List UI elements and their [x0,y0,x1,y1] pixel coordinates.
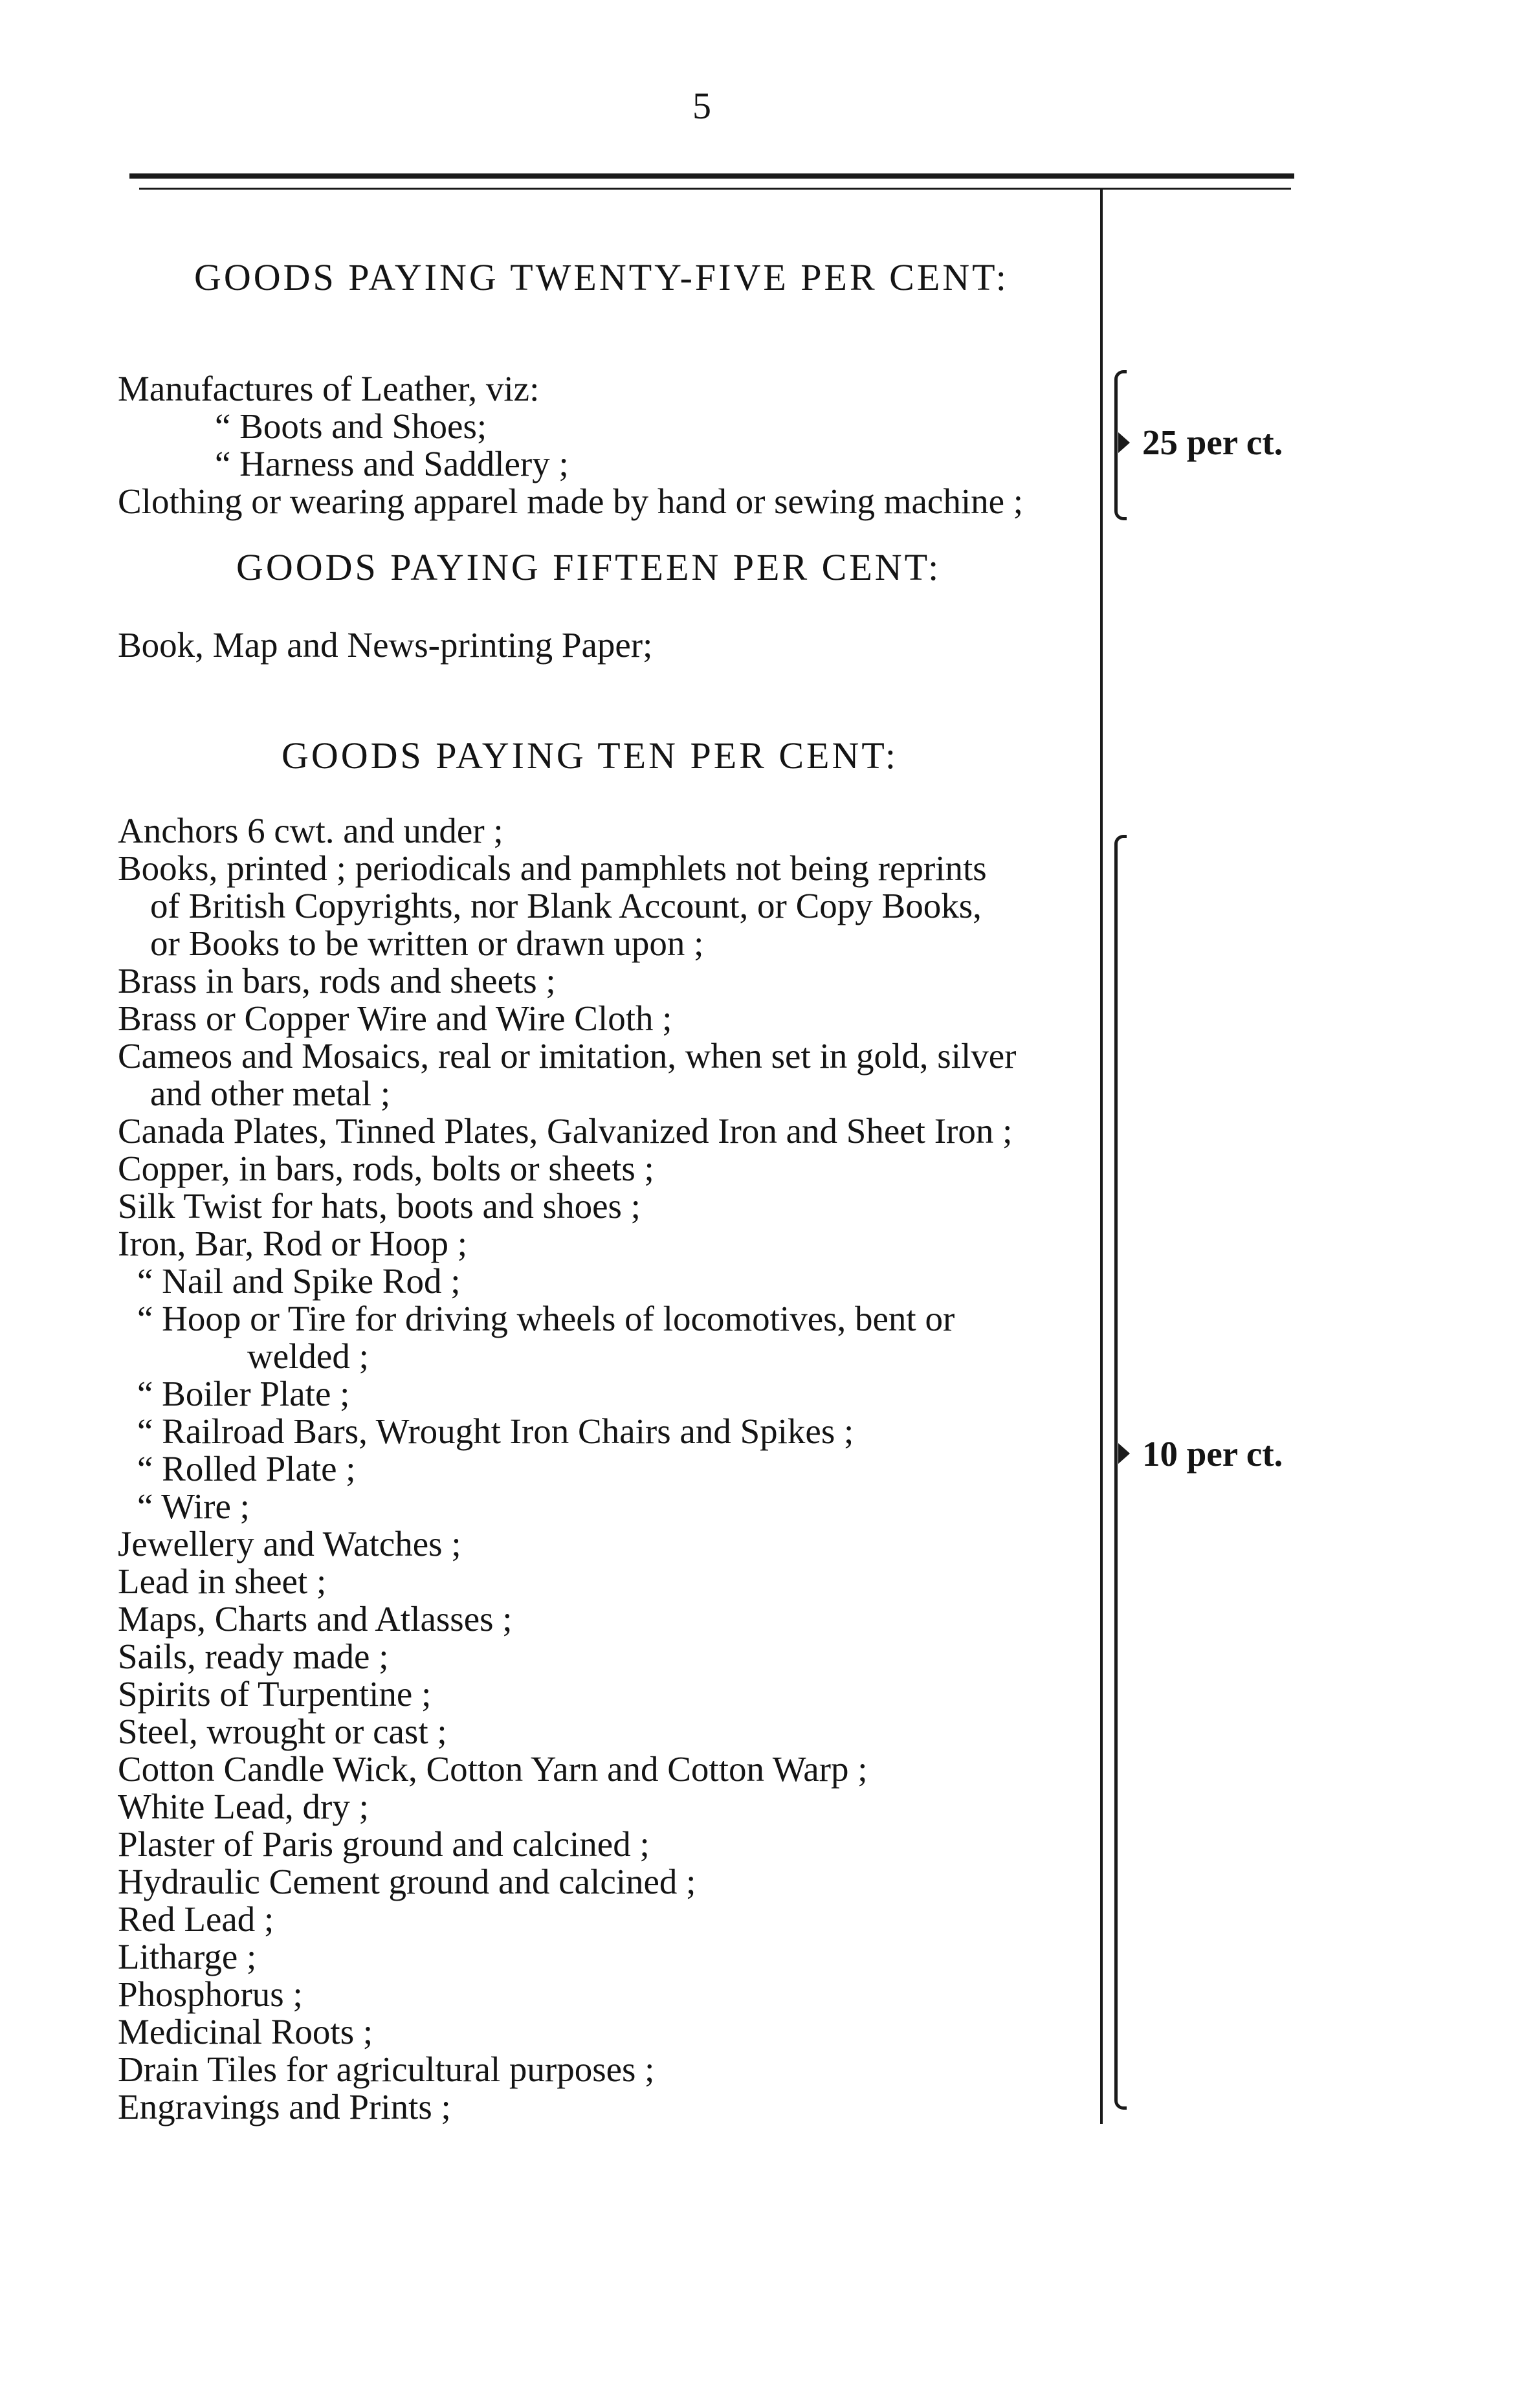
list-item: “ Wire ; [137,1486,250,1526]
page-number: 5 [692,85,711,127]
brace-nub-ten [1118,1443,1130,1464]
header-rule-thick [129,173,1294,179]
list-item: White Lead, dry ; [118,1787,369,1826]
list-item: Book, Map and News-printing Paper; [118,625,653,665]
list-item: Medicinal Roots ; [118,2012,373,2051]
list-item: of British Copyrights, nor Blank Account, or Copy Books, [150,886,982,925]
list-item: Silk Twist for hats, boots and shoes ; [118,1186,641,1226]
list-item: Clothing or wearing apparel made by hand or sewing machine ; [118,481,1024,521]
list-item: Brass in bars, rods and sheets ; [118,961,556,1000]
list-item: “ Railroad Bars, Wrought Iron Chairs and Spikes ; [137,1411,854,1451]
list-item: Litharge ; [118,1937,257,1976]
list-item: Plaster of Paris ground and calcined ; [118,1824,650,1864]
list-ten [118,812,1016,2126]
section-heading-fifteen: GOODS PAYING FIFTEEN PER CENT: [236,546,942,588]
list-fifteen [118,626,652,664]
list-twenty-five [118,370,1023,520]
list-item: “ Harness and Saddlery ; [215,444,569,483]
list-item: Copper, in bars, rods, bolts or sheets ; [118,1149,654,1188]
list-item: Engravings and Prints ; [118,2087,451,2126]
rate-label-ten: 10 per ct. [1142,1434,1283,1474]
list-item: Lead in sheet ; [118,1562,327,1601]
list-item: Cameos and Mosaics, real or imitation, when set in gold, silver [118,1036,1017,1076]
list-item: or Books to be written or drawn upon ; [150,923,704,963]
list-item: Books, printed ; periodicals and pamphlets not being reprints [118,848,987,888]
rate-label-twenty-five: 25 per ct. [1142,423,1283,462]
list-item: “ Boiler Plate ; [137,1374,350,1413]
list-item: Brass or Copper Wire and Wire Cloth ; [118,999,672,1038]
list-item: Maps, Charts and Atlasses ; [118,1599,513,1639]
header-rule-thin [139,188,1291,190]
list-item: Hydraulic Cement ground and calcined ; [118,1862,696,1901]
list-item: and other metal ; [150,1074,391,1113]
list-item: Cotton Candle Wick, Cotton Yarn and Cotton Warp ; [118,1749,868,1789]
list-item: Jewellery and Watches ; [118,1524,461,1563]
list-item: “ Nail and Spike Rod ; [137,1261,461,1301]
list-item: Sails, ready made ; [118,1637,389,1676]
list-item: Anchors 6 cwt. and under ; [118,811,503,850]
list-item: Manufactures of Leather, viz: [118,369,540,408]
section-heading-twenty-five: GOODS PAYING TWENTY-FIVE PER CENT: [194,256,1009,298]
brace-nub-twenty-five [1118,432,1130,453]
list-item: welded ; [247,1336,369,1376]
column-divider [1100,189,1103,2124]
list-item: “ Rolled Plate ; [137,1449,356,1488]
list-item: Iron, Bar, Rod or Hoop ; [118,1224,468,1263]
list-item: “ Boots and Shoes; [215,406,487,446]
list-item: Steel, wrought or cast ; [118,1712,447,1751]
list-item: Phosphorus ; [118,1974,303,2014]
list-item: Red Lead ; [118,1899,274,1939]
list-item: “ Hoop or Tire for driving wheels of locomotives, bent or [137,1299,955,1338]
list-item: Spirits of Turpentine ; [118,1674,432,1714]
list-item: Canada Plates, Tinned Plates, Galvanized Iron and Sheet Iron ; [118,1111,1013,1151]
list-item: Drain Tiles for agricultural purposes ; [118,2049,655,2089]
section-heading-ten: GOODS PAYING TEN PER CENT: [282,735,898,777]
brace-ten [1114,835,1127,2110]
